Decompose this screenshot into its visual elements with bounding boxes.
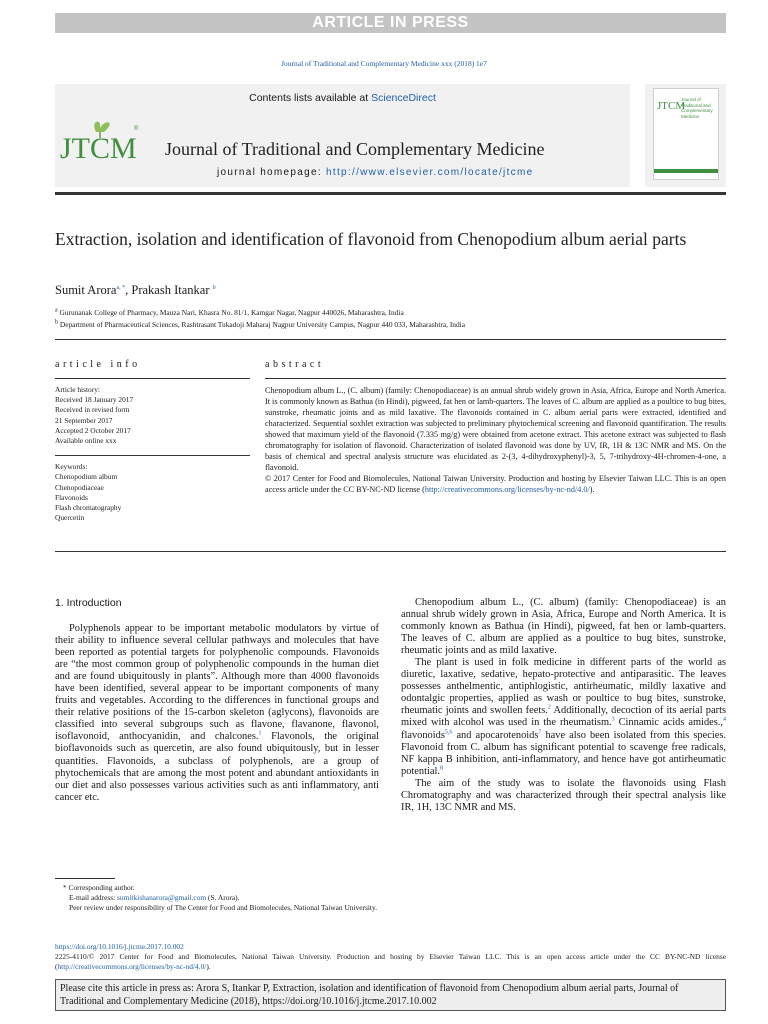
- keyword: Chenopodiaceae: [55, 482, 104, 492]
- intro-right-column: [401, 597, 726, 814]
- sciencedirect-link[interactable]: ScienceDirect: [371, 92, 436, 104]
- journal-name: Journal of Traditional and Complementary Medicine: [165, 139, 545, 159]
- intro-paragraph: The aim of the study was to isolate the flavonoids using Flash Chromatography and was characterized through their spectral analysis like IR, 1H, 13C NMR and MS.: [401, 777, 726, 813]
- abstract-body: [265, 385, 726, 495]
- divider: [55, 339, 726, 340]
- issn-license-link[interactable]: http://creativecommons.org/licenses/by-nc-nd/4.0/: [57, 962, 207, 972]
- divider: [55, 378, 250, 379]
- email-link[interactable]: sumitkishanarora@gmail.com: [117, 893, 207, 903]
- intro-paragraph: The plant is used in folk medicine in different parts of the world as diuretic, laxative, sedative, hepato-protective and antiparasitic. The leaves possesses anthelmentic, antiphlogistic, antirheumatic, mildly laxative and odontalgic properties, applied as wash or poultice to bug bites, sunstroke, rheumatic joints and swollen feets.$^2$ Additionally, decoction of its aerial parts mixed with alcohol was used in the rheumatism.$^3$ Cinnamic acids amides.,$^4$ flavonoids$^{5,6}$ and apocarotenoids$^7$ have also been isolated from this species. Flavonoid from C. album has significant potential to scavenge free radicals, NF kappa B inhibition, anti-inflammatory, and hence have got antirheumatic potential.$^8$: [401, 657, 726, 777]
- abstract-heading: abstract: [265, 359, 325, 370]
- homepage-line: [217, 167, 533, 178]
- citation-box: Please cite this article in press as: Arora S, Itankar P, Extraction, isolation and identification of flavonoid from Chenopodium album aerial parts, Journal of Traditional and Complementary Medicine (2018), https://doi.org/10.1016/j.jtcme.2017.10.002: [55, 979, 726, 1011]
- homepage-link[interactable]: http://www.elsevier.com/locate/jtcme: [326, 167, 534, 178]
- homepage-label: journal homepage:: [217, 167, 322, 178]
- license-link[interactable]: http://creativecommons.org/licenses/by-nc-nd/4.0/: [424, 485, 590, 495]
- doi-block: [55, 942, 726, 973]
- journal-citation: Journal of Traditional and Complementary Medicine xxx (2018) 1e7: [281, 59, 487, 68]
- svg-text:JTCM: JTCM: [657, 100, 686, 112]
- reference-link[interactable]: 7: [538, 729, 542, 736]
- author-marks[interactable]: a, *: [116, 284, 126, 291]
- history-item: Received 18 January 2017: [55, 395, 134, 405]
- keywords-label: Keywords:: [55, 462, 88, 472]
- keyword: Quercetin: [55, 513, 85, 523]
- logo-text: JTCM: [60, 132, 137, 165]
- doi-link[interactable]: https://doi.org/10.1016/j.jtcme.2017.10.002: [55, 942, 184, 951]
- reference-link[interactable]: 2: [547, 704, 551, 711]
- author-marks[interactable]: b: [212, 284, 216, 291]
- cover-line-1: Journal of: [681, 97, 701, 102]
- peer-review-note: Peer review under responsibility of The Center for Food and Biomolecules, National Taiwan University.: [69, 903, 378, 913]
- affiliation: $^b$ Department of Pharmaceutical Sciences, Rashtrasant Tukadoji Maharaj Nagpur University Campus, Nagpur 440 033, Maharashtra, India: [55, 319, 466, 329]
- article-in-press-banner: ARTICLE IN PRESS: [55, 13, 726, 33]
- intro-paragraph: Chenopodium album L., (C. album) (family: Chenopodiaceae) is an annual shrub widely grown in Asia, Africa, Europe and North America. It is commonly known as Bathua (in Hindi), pigweed, fat hen or lamb-quarters. The leaves of C. album are applied as a poultice to bug bites, sunstroke, rheumatic joints and as mild laxative.: [401, 597, 726, 657]
- jtcm-logo: [60, 118, 140, 168]
- reference-link[interactable]: 5,6: [444, 729, 453, 736]
- svg-text:®: ®: [134, 126, 139, 132]
- abstract-copyright: © 2017 Center for Food and Biomolecules, National Taiwan University. Production and hosting by Elsevier Taiwan LLC. This is an open access article under the CC BY-NC-ND license (http://creativecommons.org/licenses/by-nc-nd/4.0/).: [265, 474, 726, 495]
- reference-link[interactable]: 1: [258, 730, 262, 737]
- divider: [55, 551, 726, 552]
- keyword: Chenopodium album: [55, 472, 118, 482]
- corresponding-author: * Corresponding author.: [63, 883, 135, 892]
- history-item: Available online xxx: [55, 436, 117, 446]
- keyword: Flash chromatography: [55, 503, 122, 513]
- intro-paragraph: Polyphenols appear to be important metabolic modulators by virtue of their ability to influence several cellular pathways and molecules that have been reported as potential targets for polyphenolic compounds. Flavonoids are “the most common group of polyphenolic compounds in the human diet and are found ubiquitously in plants”. Although more than 4000 flavonoids have been identified, several appear to be important components of many fruits and vegetables. According to the differences in functional groups and their relative positions of the 15-carbon skeleton (aglycons), flavonoids are classified into several subgroups such as flavone, flavanone, flavonol, isoflavonoid, anthocyanidin, and chalcones.$^1$ Flavonols, the original bioflavonoids such as quercetin, are also found ubiquitously, but in lesser quantities. Flavonoids, a subclass of polyphenols, are a group of phytochemicals that are among the most potent and abundant antioxidants in our diet and also possesses various activities such as anti inflammatory, anti cancer etc.: [55, 623, 379, 803]
- article-title: Extraction, isolation and identification of flavonoid from Chenopodium album aerial parts: [55, 229, 687, 249]
- footnotes: [55, 883, 385, 914]
- divider: [55, 455, 250, 456]
- reference-link[interactable]: 8: [439, 765, 443, 772]
- history-item: Accepted 2 October 2017: [55, 425, 131, 435]
- reference-link[interactable]: 3: [611, 717, 615, 723]
- footnote-rule: [55, 878, 115, 879]
- jtcm-logo-icon: [60, 118, 140, 168]
- email-line: E-mail address: sumitkishanarora@gmail.com (S. Arora).: [69, 893, 240, 903]
- reference-link[interactable]: 4: [723, 717, 726, 723]
- intro-left-column: [55, 597, 379, 804]
- cover-line-4: Medicine: [681, 113, 700, 119]
- cover-line-2: Traditional and: [681, 102, 711, 108]
- author-list: Sumit Arora$^{a, *}$, Prakash Itankar $^b$: [55, 283, 216, 297]
- journal-cover-thumbnail: [653, 88, 719, 180]
- contents-prefix: Contents lists available at: [249, 92, 369, 104]
- divider: [265, 378, 726, 379]
- header-rule: [55, 192, 726, 195]
- issn-line: 2225-4110/© 2017 Center for Food and Biomolecules, National Taiwan University. Production and hosting by Elsevier Taiwan LLC. This is an open access article under the CC BY-NC-ND license (http://creativecommons.org/licenses/by-nc-nd/4.0/).: [55, 952, 726, 972]
- history-item: 21 September 2017: [55, 415, 113, 425]
- history-item: Received in revised form: [55, 405, 130, 415]
- cover-line-3: Complementary: [681, 108, 713, 113]
- article-info-heading: article info: [55, 359, 141, 370]
- article-info: [55, 385, 250, 523]
- history-label: Article history:: [55, 385, 100, 394]
- abstract-text: Chenopodium album L., (C. album) (family: Chenopodiaceae) is an annual shrub widely grown in Asia, Africa, Europe and North America. It is commonly known as Bathua (in Hindi), pigweed, fat hen or lamb-quarters. The leaves of C. album are applied as a poultice to bug bites, sunstroke, rheumatic joints and as mild laxative. The flavonoids contained in C. album aerial parts were extracted, identified and characterized. Sequential soxhlet extraction was subjected to preliminary phytochemical screening and flavonoid quantification. The results showed that maximum yield of the flavonoid (7.335 mg/g) were obtained from acetone extract. This acetone extract was subjected to flash chromatography for isolation of flavonoid. Characterization of isolated flavonoid was done by UV, IR, 1H & 13C NMR and MS. On the basis of chemical and spectral analysis structure was elucidated as 2-(3, 4-dihydroxyphenyl)-3, 5, 7-trihydroxy-4H-chromen-4-one, a flavonoid.: [265, 386, 726, 473]
- author-name[interactable]: Sumit Arora: [55, 283, 117, 297]
- contents-line: [55, 92, 630, 104]
- author-name[interactable]: Prakash Itankar: [131, 283, 210, 297]
- keyword: Flavonoids: [55, 492, 88, 502]
- affiliation: $^a$ Gurunanak College of Pharmacy, Mauza Nari, Khasra No. 81/1, Kamgar Nagar, Nagpur 440026, Maharashtra, India: [55, 307, 404, 317]
- intro-heading: 1. Introduction: [55, 597, 122, 609]
